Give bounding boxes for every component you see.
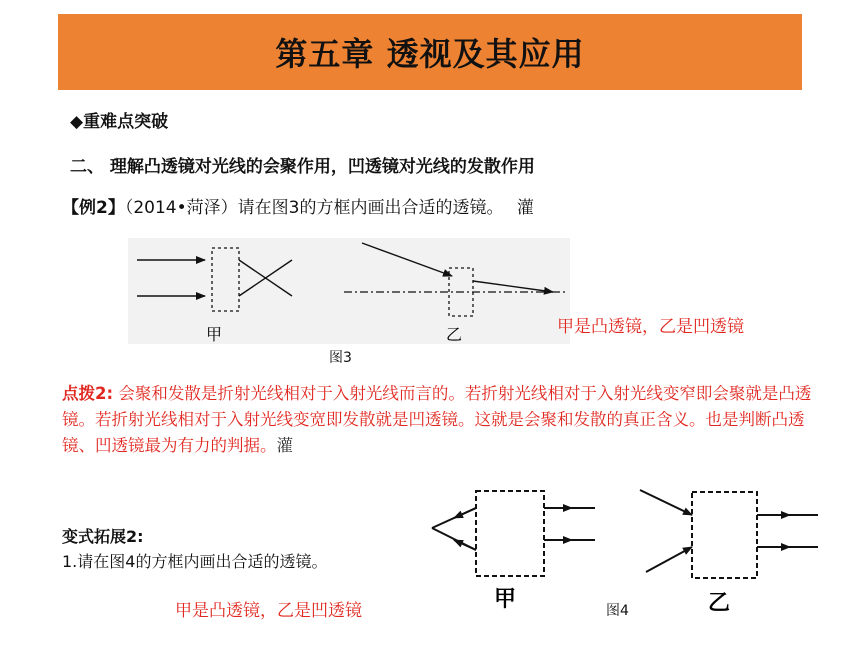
figure3-background (128, 238, 570, 344)
hint-text: 会聚和发散是折射光线相对于入射光线而言的。若折射光线相对于入射光线变窄即会聚就是凸透镜。若折射光线相对于入射光线变宽即发散就是凹透镜。这就是会聚和发散的真正含义。也是判断凸透镜、凹透镜最为有力的判据。 (62, 384, 812, 455)
example-source: （2014•菏泽） (124, 198, 238, 218)
example-tag: 【例2】 (62, 198, 125, 218)
figure3-label-b: 乙 (446, 325, 463, 344)
figure3-answer: 甲是凸透镜，乙是凹透镜 (557, 317, 744, 337)
key-points-label: ◆重难点突破 (70, 112, 169, 132)
figure4-diagram-a (432, 491, 595, 612)
figure3-caption: 图3 (329, 350, 352, 366)
hint-paragraph (62, 381, 822, 459)
variant-question: 1.请在图4的方框内画出合适的透镜。 (62, 552, 328, 571)
example-mark: 灌 (516, 198, 534, 218)
figure3-label-a: 甲 (206, 325, 223, 344)
figure4-box-b (692, 492, 757, 578)
section-title: 二、 理解凸透镜对光线的会聚作用，凹透镜对光线的发散作用 (70, 157, 535, 177)
variant-title: 变式拓展2: (62, 527, 144, 546)
figure4-answer: 甲是凸透镜，乙是凹透镜 (175, 601, 362, 621)
figure4-caption: 图4 (606, 603, 629, 619)
page-title: 第五章 透视及其应用 (275, 35, 585, 73)
hint-mark: 灌 (276, 436, 293, 455)
figure4-box-a (476, 491, 544, 576)
example-text: 请在图3的方框内画出合适的透镜。 (237, 198, 504, 218)
figure4-diagram-b (640, 490, 818, 616)
figure4-label-a: 甲 (494, 586, 517, 612)
figure4-label-b: 乙 (708, 590, 731, 616)
hint-tag: 点拨2: (62, 384, 114, 403)
